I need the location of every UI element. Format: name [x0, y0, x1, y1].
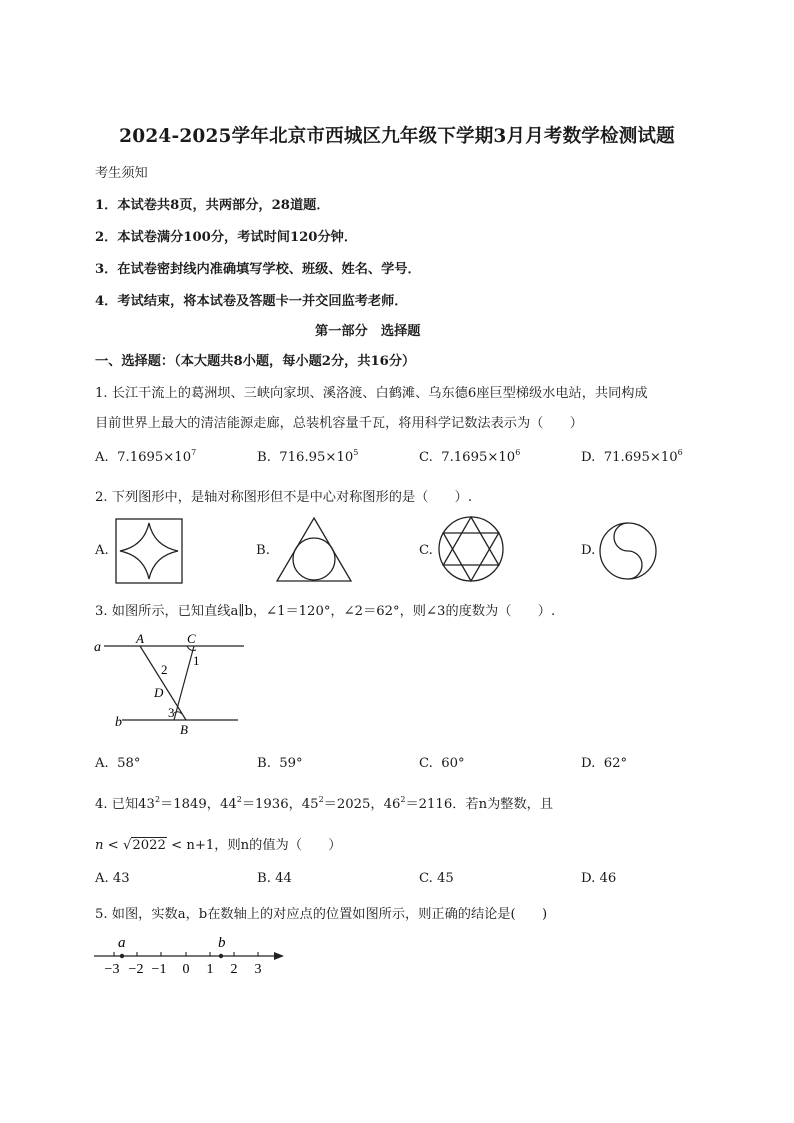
- notice-item-1: 1．本试卷共8页，共两部分，28道题．: [95, 198, 330, 213]
- tick-label: 0: [182, 962, 190, 977]
- q4-option-c: C. 45: [419, 871, 454, 886]
- page-title: 2024-2025学年北京市西城区九年级下学期3月月考数学检测试题: [119, 126, 675, 147]
- q4-option-a: A. 43: [95, 871, 130, 886]
- q4-option-b: B. 44: [257, 871, 292, 886]
- tick-label: −1: [151, 962, 167, 977]
- section-one-heading: 一、选择题：（本大题共8小题，每小题2分，共16分）: [95, 354, 416, 369]
- point-d-label: D: [154, 685, 164, 700]
- tick-label: 2: [230, 962, 238, 977]
- tick-label: 3: [254, 962, 262, 977]
- q1-option-c: C. $7.1695\times 10^6$: [419, 448, 521, 465]
- q3-option-a: A. 58°: [95, 756, 141, 771]
- point-a-label: a: [118, 935, 126, 951]
- notice-heading: 考生须知: [95, 166, 148, 181]
- notice-item-3: 3．在试卷密封线内准确填写学校、班级、姓名、学号．: [95, 262, 421, 277]
- circle-in-triangle-figure: [274, 515, 354, 585]
- q3-option-b: B. 59°: [257, 756, 303, 771]
- point-b-dot: [219, 954, 223, 958]
- q1-option-d: D. $71.695\times 10^6$: [581, 448, 683, 465]
- q2-option-b-label: B.: [256, 543, 270, 558]
- q2-text: 2. 下列图形中，是轴对称图形但不是中心对称图形的是（ ）.: [95, 490, 473, 505]
- q4-option-d: D. 46: [581, 871, 617, 886]
- q1-option-a: A. $7.1695\times 10^7$: [95, 448, 197, 465]
- q1-option-b: B. $716.95\times 10^5$: [257, 448, 359, 465]
- yin-yang-curve-figure: [598, 521, 658, 581]
- q3-option-c: C. 60°: [419, 756, 465, 771]
- star-in-square-figure: [114, 517, 184, 585]
- notice-item-2: 2．本试卷满分100分，考试时间120分钟．: [95, 230, 358, 245]
- q3-text: 3. 如图所示，已知直线a∥b，∠1＝120°，∠2＝62°，则∠3的度数为（ ）.: [95, 604, 556, 619]
- sqrt-radicand: 2022: [132, 838, 166, 853]
- hexagram-in-circle-figure: [437, 515, 505, 583]
- number-line-figure: [90, 930, 290, 978]
- part-one-heading: 第一部分 选择题: [315, 324, 421, 339]
- tick-label: −2: [128, 962, 144, 977]
- q4-line2: n < √2022 < n+1，则n的值为（ ）: [95, 838, 342, 853]
- angle-2-label: 2: [161, 662, 168, 677]
- line-a-label: a: [94, 640, 101, 655]
- point-b-label: B: [180, 722, 188, 737]
- parallel-lines-figure: [90, 628, 250, 740]
- angle-1-label: 1: [193, 653, 200, 668]
- q1-line2: 目前世界上最大的清洁能源走廊，总装机容量千瓦，将用科学记数法表示为（ ）: [95, 416, 583, 431]
- line-b-label: b: [115, 715, 122, 730]
- notice-item-4: 4．考试结束，将本试卷及答题卡一并交回监考老师．: [95, 294, 408, 309]
- q2-option-d-label: D.: [581, 543, 596, 558]
- point-c-label: C: [187, 631, 196, 646]
- point-a-dot: [120, 954, 124, 958]
- q5-text: 5. 如图，实数a，b在数轴上的对应点的位置如图所示，则正确的结论是( ): [95, 907, 548, 922]
- sqrt-symbol: √: [122, 838, 132, 853]
- point-b-label: b: [218, 935, 226, 951]
- angle-3-label: 3: [168, 705, 175, 720]
- tick-label: 1: [206, 962, 214, 977]
- tick-label: −3: [104, 962, 120, 977]
- q3-option-d: D. 62°: [581, 756, 628, 771]
- q4-line1: 4. 已知$43^2=1849$，$44^2=1936$，$45^2=2025$，$46^2=2116$．若n为整数，且: [95, 795, 554, 812]
- q2-option-c-label: C.: [419, 543, 433, 558]
- point-a-label: A: [136, 631, 144, 646]
- q1-line1: 1. 长江干流上的葛洲坝、三峡向家坝、溪洛渡、白鹤滩、乌东德6座巨型梯级水电站，共同构成: [95, 386, 648, 401]
- q2-option-a-label: A.: [95, 543, 109, 558]
